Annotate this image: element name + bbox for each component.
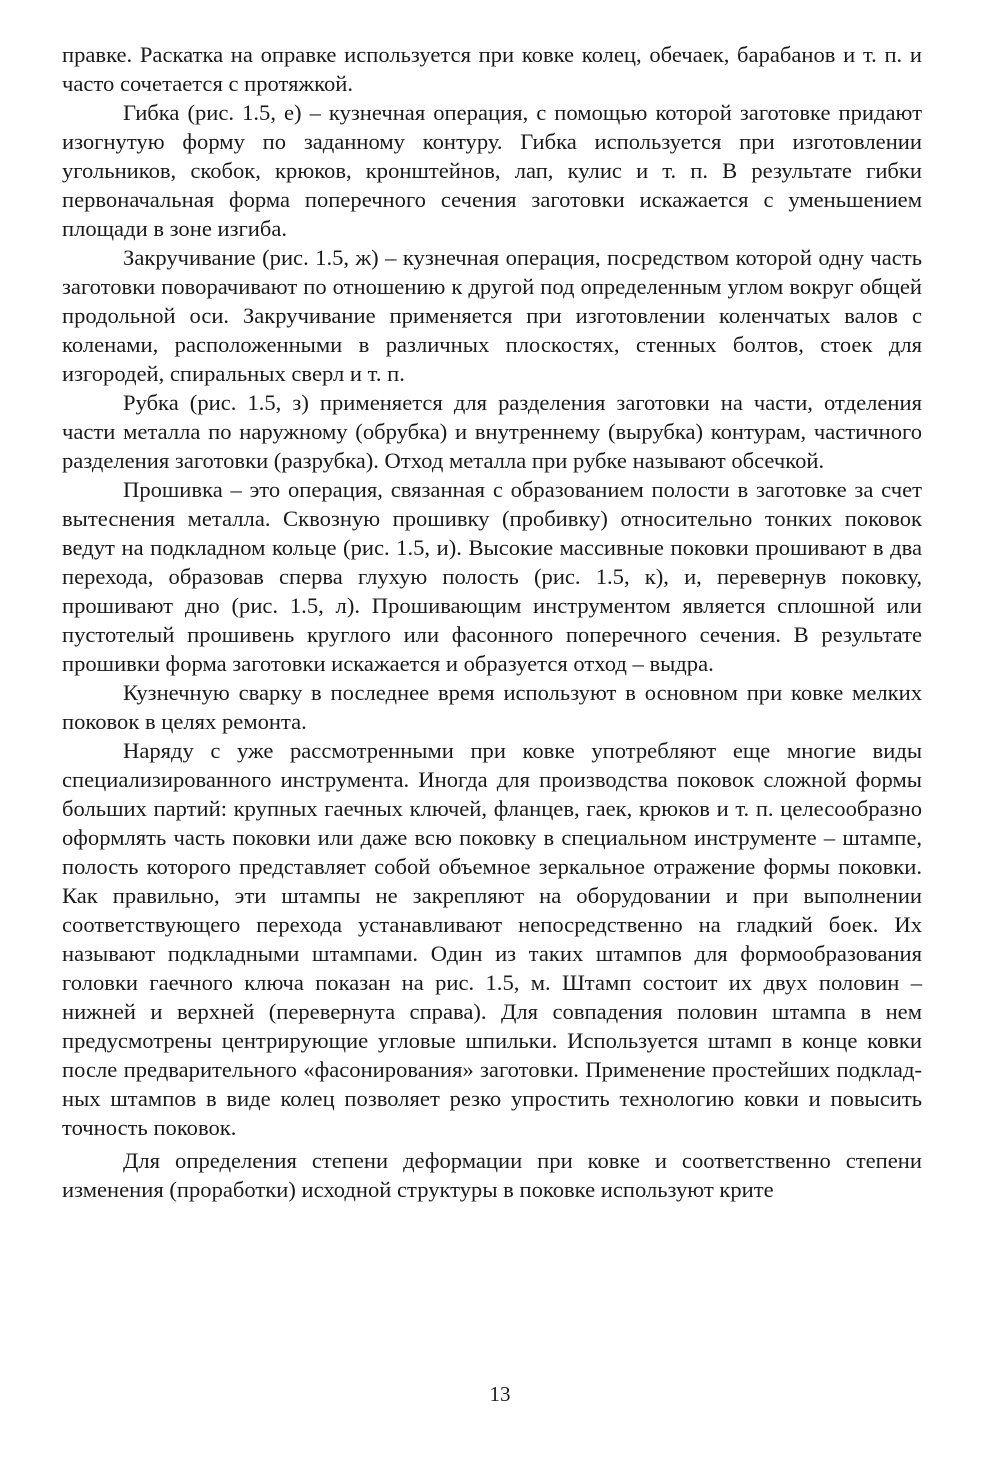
- paragraph-podkladnye-shtampy: Наряду с уже рассмотренными при ковке употребляют еще многие виды специализированного инструмента. Иногда для производства поковок сложной формы больших партий: крупных гаечных ключей, фланцев, гаек, крюков и т. п. целесообразно оформлять часть поковки или даже всю поковку в специальном инструменте – штампе, полость которого представляет собой объемное зеркальное отражение формы поковки. Как правильно, эти штампы не закрепляют на оборудовании и при выполнении соответствующего перехода устанавливают непосредственно на гладкий боек. Их называют подкладными штампами. Один из таких штампов для формообразования головки гаечного ключа показан на рис. 1.5, м. Штамп состоит их двух половин – нижней и верхней (перевернута справа). Для совпадения половин штампа в нем предусмотрены центрирующие угловые шпильки. Используется штамп в конце ковки после предварительного «фасонирования» заготовки. Применение простейших подкладных штампов в виде колец позволяет резко упростить технологию ковки и повысить точность поковок.: [62, 738, 922, 1140]
- paragraph-svarka: Кузнечную сварку в последнее время используют в основном при ковке мелких поковок в целях ремонта.: [62, 680, 922, 734]
- page-number: 13: [489, 1382, 511, 1406]
- paragraph-gibka: Гибка (рис. 1.5, е) – кузнечная операция, с помощью которой заготовке придают изогнутую форму по заданному контуру. Гибка используется при изготовлении угольников, скобок, крюков, кронштейнов, лап, кулис и т. п. В результате гибки первоначальная форма поперечного сечения заготовки искажается с уменьшением площади в зоне изгиба.: [62, 100, 922, 241]
- paragraph-raskatka-end: правке. Раскатка на оправке используется при ковке колец, обечаек, барабанов и т. п. и часто сочетается с протяжкой.: [62, 42, 922, 96]
- document-body: [62, 40, 922, 1204]
- paragraph-stepen-deformacii: Для определения степени деформации при ковке и соответственно степени изменения (проработки) исходной структуры в поковке используют крите: [62, 1148, 922, 1202]
- paragraph-proshivka: Прошивка – это операция, связанная с образованием полости в заготовке за счет вытеснения металла. Сквозную прошивку (пробивку) относительно тонких поковок ведут на подкладном кольце (рис. 1.5, и). Высокие массивные поковки прошивают в два перехода, образовав сперва глухую полость (рис. 1.5, к), и, перевернув поковку, прошивают дно (рис. 1.5, л). Прошивающим инструментом является сплошной или пустотелый прошивень круглого или фасонного поперечного сечения. В результате прошивки форма заготовки искажается и образуется отход – выдра.: [62, 477, 922, 676]
- paragraph-zakruchivanie: Закручивание (рис. 1.5, ж) – кузнечная операция, посредством которой одну часть заготовки поворачивают по отношению к другой под определенным углом вокруг общей продольной оси. Закручивание применяется при изготовлении коленчатых валов с коленами, расположенными в различных плоскостях, стенных болтов, стоек для изгородей, спиральных сверл и т. п.: [62, 245, 922, 386]
- paragraph-rubka: Рубка (рис. 1.5, з) применяется для разделения заготовки на части, отделения части металла по наружному (обрубка) и внутреннему (вырубка) контурам, частичного разделения заготовки (разрубка). Отход металла при рубке называют обсечкой.: [62, 390, 922, 473]
